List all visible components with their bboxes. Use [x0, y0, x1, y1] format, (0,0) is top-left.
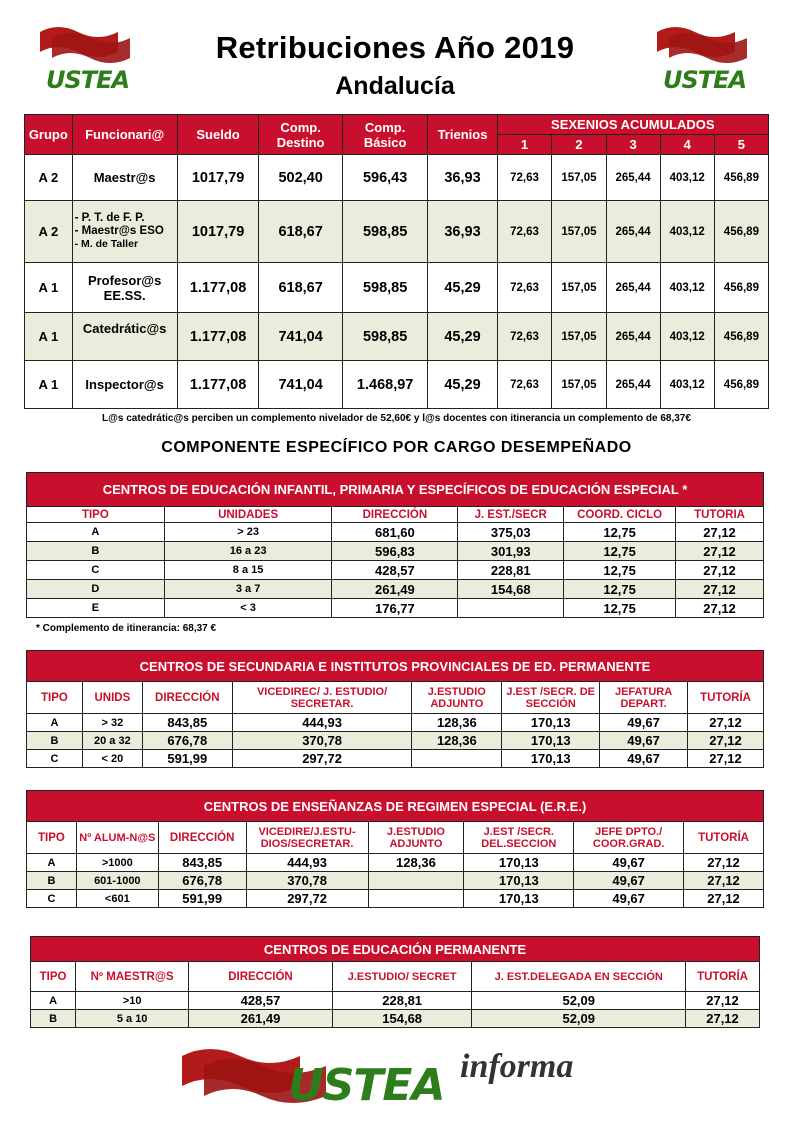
cell: 128,36	[412, 732, 502, 750]
table-row	[27, 854, 764, 872]
cell: 170,13	[464, 854, 574, 872]
cell: 27,12	[684, 872, 764, 890]
col-header: J. EST.DELEGADA EN SECCIÓN	[472, 962, 686, 992]
cell: A	[27, 523, 165, 542]
ustea-logo-left	[38, 22, 138, 94]
cell: 154,68	[458, 580, 564, 599]
cell-funcionario	[72, 361, 177, 409]
cell-sueldo: 1.177,08	[177, 361, 259, 409]
salary-note: L@s catedrátic@s perciben un complemento nivelador de 52,60€ y l@s docentes con itinerancia un complemento de 68,37€	[102, 413, 691, 424]
funcionario-line: Inspector@s	[85, 377, 164, 392]
cell: 375,03	[458, 523, 564, 542]
cell: 301,93	[458, 542, 564, 561]
cell: 444,93	[232, 714, 412, 732]
cell-grupo: A 1	[25, 361, 73, 409]
funcionario-line: - M. de Taller	[74, 238, 139, 250]
cell: 5 a 10	[76, 1010, 189, 1028]
cell: 154,68	[332, 1010, 472, 1028]
table-row	[27, 714, 764, 732]
cell: 27,12	[684, 854, 764, 872]
col-header: Nº ALUM-N@S	[76, 822, 158, 854]
col-header: J.ESTUDIO ADJUNTO	[368, 822, 464, 854]
cell-sexenio: 157,05	[552, 313, 606, 361]
cell-trienios: 36,93	[428, 155, 497, 201]
cell: E	[27, 599, 165, 618]
cell	[368, 872, 464, 890]
header-comp-destino: Comp. Destino	[259, 115, 342, 155]
cell-basico: 596,43	[342, 155, 428, 201]
table-row	[25, 313, 769, 361]
logo-text: USTEA	[663, 66, 747, 94]
funcionario-line: EE.SS.	[103, 287, 146, 303]
cell: A	[27, 854, 77, 872]
col-header: TUTORÍA	[684, 822, 764, 854]
table-caption: CENTROS DE ENSEÑANZAS DE REGIMEN ESPECIAL (E.R.E.)	[27, 791, 764, 822]
col-header: DIRECCIÓN	[142, 682, 232, 714]
itinerancia-note: * Complemento de itinerancia: 68,37 €	[36, 623, 217, 634]
header-grupo: Grupo	[25, 115, 73, 155]
cell-sexenio: 456,89	[714, 313, 768, 361]
table-caption: CENTROS DE SECUNDARIA E INSTITUTOS PROVINCIALES DE ED. PERMANENTE	[27, 651, 764, 682]
col-header: J. EST./SECR	[458, 507, 564, 523]
cell-sexenio: 265,44	[606, 263, 660, 313]
cell-basico: 1.468,97	[342, 361, 428, 409]
cell: 444,93	[246, 854, 368, 872]
cell	[368, 890, 464, 908]
cell: 49,67	[600, 750, 688, 768]
cell: 12,75	[564, 542, 676, 561]
cell: 27,12	[686, 992, 760, 1010]
cell: 261,49	[332, 580, 458, 599]
cell-sueldo: 1017,79	[177, 201, 259, 263]
cell	[412, 750, 502, 768]
cell: 8 a 15	[164, 561, 332, 580]
table-row	[27, 523, 764, 542]
cell-sexenio: 72,63	[497, 313, 552, 361]
page-subtitle: Andalucía	[335, 72, 455, 100]
table-row	[27, 580, 764, 599]
cell: 228,81	[458, 561, 564, 580]
cell: 27,12	[686, 1010, 760, 1028]
cell: 128,36	[412, 714, 502, 732]
cell: 681,60	[332, 523, 458, 542]
col-header: TUTORÍA	[688, 682, 764, 714]
cell: 27,12	[676, 599, 764, 618]
col-header: DIRECCIÓN	[189, 962, 333, 992]
cell: 49,67	[600, 732, 688, 750]
cell: 591,99	[158, 890, 246, 908]
cell-grupo: A 1	[25, 263, 73, 313]
table-caption: CENTROS DE EDUCACIÓN PERMANENTE	[31, 937, 760, 962]
header-funcionario: Funcionari@	[72, 115, 177, 155]
cell: 596,83	[332, 542, 458, 561]
cell: 170,13	[464, 872, 574, 890]
header-sexenio-num: 4	[660, 135, 714, 155]
table-row	[27, 732, 764, 750]
table-row	[27, 542, 764, 561]
col-header: DIRECCIÓN	[158, 822, 246, 854]
cell: >1000	[76, 854, 158, 872]
cell: 49,67	[600, 714, 688, 732]
cell: 228,81	[332, 992, 472, 1010]
cell-funcionario	[72, 155, 177, 201]
cell-sexenio: 403,12	[660, 201, 714, 263]
cell-sueldo: 1.177,08	[177, 313, 259, 361]
cell-sueldo: 1017,79	[177, 155, 259, 201]
cell: 128,36	[368, 854, 464, 872]
cell: 49,67	[574, 854, 684, 872]
col-header: JEFE DPTO./ COOR.GRAD.	[574, 822, 684, 854]
cell: 12,75	[564, 580, 676, 599]
cell: 297,72	[232, 750, 412, 768]
table-caption: CENTROS DE EDUCACIÓN INFANTIL, PRIMARIA Y ESPECÍFICOS DE EDUCACIÓN ESPECIAL *	[27, 473, 764, 507]
cell-sexenio: 403,12	[660, 155, 714, 201]
cell: 27,12	[684, 890, 764, 908]
table-infantil	[26, 472, 764, 618]
col-header: J.ESTUDIO ADJUNTO	[412, 682, 502, 714]
flag-icon	[38, 22, 138, 70]
section-title: COMPONENTE ESPECÍFICO POR CARGO DESEMPEÑADO	[161, 439, 632, 456]
col-header: J.ESTUDIO/ SECRET	[332, 962, 472, 992]
cell: <601	[76, 890, 158, 908]
cell-sexenio: 72,63	[497, 155, 552, 201]
cell: > 23	[164, 523, 332, 542]
cell-destino: 618,67	[259, 263, 342, 313]
col-header: DIRECCIÓN	[332, 507, 458, 523]
header-sexenio-num: 5	[714, 135, 768, 155]
table-row	[27, 750, 764, 768]
cell-sexenio: 265,44	[606, 155, 660, 201]
cell: C	[27, 561, 165, 580]
cell-sexenio: 456,89	[714, 263, 768, 313]
header-comp-basico: Comp. Básico	[342, 115, 428, 155]
cell: 20 a 32	[82, 732, 142, 750]
cell: 297,72	[246, 890, 368, 908]
informa-text: informa	[460, 1048, 574, 1085]
ustea-informa-logo	[180, 1038, 620, 1118]
cell-basico: 598,85	[342, 201, 428, 263]
table-row	[27, 872, 764, 890]
cell-sexenio: 265,44	[606, 201, 660, 263]
cell: 27,12	[676, 561, 764, 580]
cell-funcionario	[72, 313, 177, 361]
cell-grupo: A 1	[25, 313, 73, 361]
flag-icon	[655, 22, 755, 70]
col-header: TIPO	[27, 507, 165, 523]
cell-sexenio: 265,44	[606, 313, 660, 361]
cell-sexenio: 456,89	[714, 201, 768, 263]
table-row	[25, 155, 769, 201]
cell: 52,09	[472, 992, 686, 1010]
cell: 591,99	[142, 750, 232, 768]
cell: 601-1000	[76, 872, 158, 890]
cell-sexenio: 403,12	[660, 361, 714, 409]
cell: 12,75	[564, 599, 676, 618]
col-header: UNIDS	[82, 682, 142, 714]
header-sexenio-num: 1	[497, 135, 552, 155]
header-trienios: Trienios	[428, 115, 497, 155]
cell: 16 a 23	[164, 542, 332, 561]
cell-sexenio: 157,05	[552, 263, 606, 313]
funcionario-line: Catedrátic@s	[82, 321, 167, 336]
cell: 170,13	[502, 732, 600, 750]
page-title: Retribuciones Año 2019	[215, 30, 575, 65]
cell: 52,09	[472, 1010, 686, 1028]
cell: B	[31, 1010, 76, 1028]
cell-trienios: 45,29	[428, 263, 497, 313]
col-header: TIPO	[31, 962, 76, 992]
cell: A	[31, 992, 76, 1010]
cell: 49,67	[574, 872, 684, 890]
col-header: TUTORÍA	[686, 962, 760, 992]
funcionario-line: - Maestr@s ESO	[74, 225, 164, 237]
table-ere	[26, 790, 764, 908]
cell-sueldo: 1.177,08	[177, 263, 259, 313]
cell: 49,67	[574, 890, 684, 908]
cell-destino: 618,67	[259, 201, 342, 263]
salary-table	[24, 114, 769, 409]
funcionario-line: Profesor@s	[87, 272, 162, 288]
cell: 12,75	[564, 561, 676, 580]
table-row	[25, 201, 769, 263]
cell: 676,78	[158, 872, 246, 890]
col-header: TUTORIA	[676, 507, 764, 523]
col-header: VICEDIRE/J.ESTU-DIOS/SECRETAR.	[246, 822, 368, 854]
cell: 12,75	[564, 523, 676, 542]
header-sexenio-num: 2	[552, 135, 606, 155]
cell: 261,49	[189, 1010, 333, 1028]
cell-sexenio: 72,63	[497, 201, 552, 263]
col-header: VICEDIREC/ J. ESTUDIO/ SECRETAR.	[232, 682, 412, 714]
cell-basico: 598,85	[342, 263, 428, 313]
table-row	[25, 361, 769, 409]
cell: C	[27, 750, 83, 768]
cell: A	[27, 714, 83, 732]
table-row	[27, 599, 764, 618]
cell: 676,78	[142, 732, 232, 750]
cell-sexenio: 403,12	[660, 313, 714, 361]
cell	[458, 599, 564, 618]
cell-sexenio: 72,63	[497, 361, 552, 409]
ustea-logo-right	[655, 22, 755, 94]
cell: D	[27, 580, 165, 599]
cell: 170,13	[502, 750, 600, 768]
cell: 27,12	[688, 750, 764, 768]
cell: 170,13	[464, 890, 574, 908]
funcionario-line: - P. T. de F. P.	[74, 212, 145, 224]
cell: B	[27, 542, 165, 561]
logo-text: USTEA	[288, 1060, 445, 1111]
col-header: JEFATURA DEPART.	[600, 682, 688, 714]
table-secundaria	[26, 650, 764, 768]
cell-sexenio: 157,05	[552, 361, 606, 409]
col-header: TIPO	[27, 822, 77, 854]
col-header: J.EST /SECR. DEL.SECCION	[464, 822, 574, 854]
cell-funcionario	[72, 263, 177, 313]
header-sexenios: SEXENIOS ACUMULADOS	[497, 115, 768, 135]
cell-trienios: 36,93	[428, 201, 497, 263]
col-header: UNIDADES	[164, 507, 332, 523]
col-header: TIPO	[27, 682, 83, 714]
cell-sexenio: 456,89	[714, 155, 768, 201]
cell: 428,57	[332, 561, 458, 580]
header-sexenio-num: 3	[606, 135, 660, 155]
cell: 843,85	[142, 714, 232, 732]
cell-sexenio: 403,12	[660, 263, 714, 313]
table-row	[27, 561, 764, 580]
logo-text: USTEA	[46, 66, 130, 94]
cell: 27,12	[676, 580, 764, 599]
cell-grupo: A 2	[25, 155, 73, 201]
cell: 370,78	[246, 872, 368, 890]
cell: 27,12	[688, 732, 764, 750]
cell: 370,78	[232, 732, 412, 750]
funcionario-line: Maestr@s	[93, 170, 156, 185]
cell: >10	[76, 992, 189, 1010]
header-sueldo: Sueldo	[177, 115, 259, 155]
cell: 170,13	[502, 714, 600, 732]
cell-destino: 741,04	[259, 361, 342, 409]
cell: < 3	[164, 599, 332, 618]
col-header: COORD. CICLO	[564, 507, 676, 523]
cell: 27,12	[676, 523, 764, 542]
cell-sexenio: 72,63	[497, 263, 552, 313]
cell-funcionario	[72, 201, 177, 263]
cell: B	[27, 872, 77, 890]
cell: < 20	[82, 750, 142, 768]
cell: 3 a 7	[164, 580, 332, 599]
cell-basico: 598,85	[342, 313, 428, 361]
cell: C	[27, 890, 77, 908]
table-row	[31, 992, 760, 1010]
cell-grupo: A 2	[25, 201, 73, 263]
table-row	[31, 1010, 760, 1028]
cell-trienios: 45,29	[428, 361, 497, 409]
table-row	[27, 890, 764, 908]
cell: 843,85	[158, 854, 246, 872]
cell: 27,12	[676, 542, 764, 561]
cell: B	[27, 732, 83, 750]
cell-sexenio: 157,05	[552, 155, 606, 201]
cell-sexenio: 456,89	[714, 361, 768, 409]
cell: > 32	[82, 714, 142, 732]
cell: 428,57	[189, 992, 333, 1010]
cell: 176,77	[332, 599, 458, 618]
cell-trienios: 45,29	[428, 313, 497, 361]
table-permanente	[30, 936, 760, 1028]
table-row	[25, 263, 769, 313]
cell-destino: 741,04	[259, 313, 342, 361]
cell-sexenio: 265,44	[606, 361, 660, 409]
cell: 27,12	[688, 714, 764, 732]
cell-sexenio: 157,05	[552, 201, 606, 263]
cell-destino: 502,40	[259, 155, 342, 201]
col-header: Nº MAESTR@S	[76, 962, 189, 992]
col-header: J.EST /SECR. DE SECCIÓN	[502, 682, 600, 714]
